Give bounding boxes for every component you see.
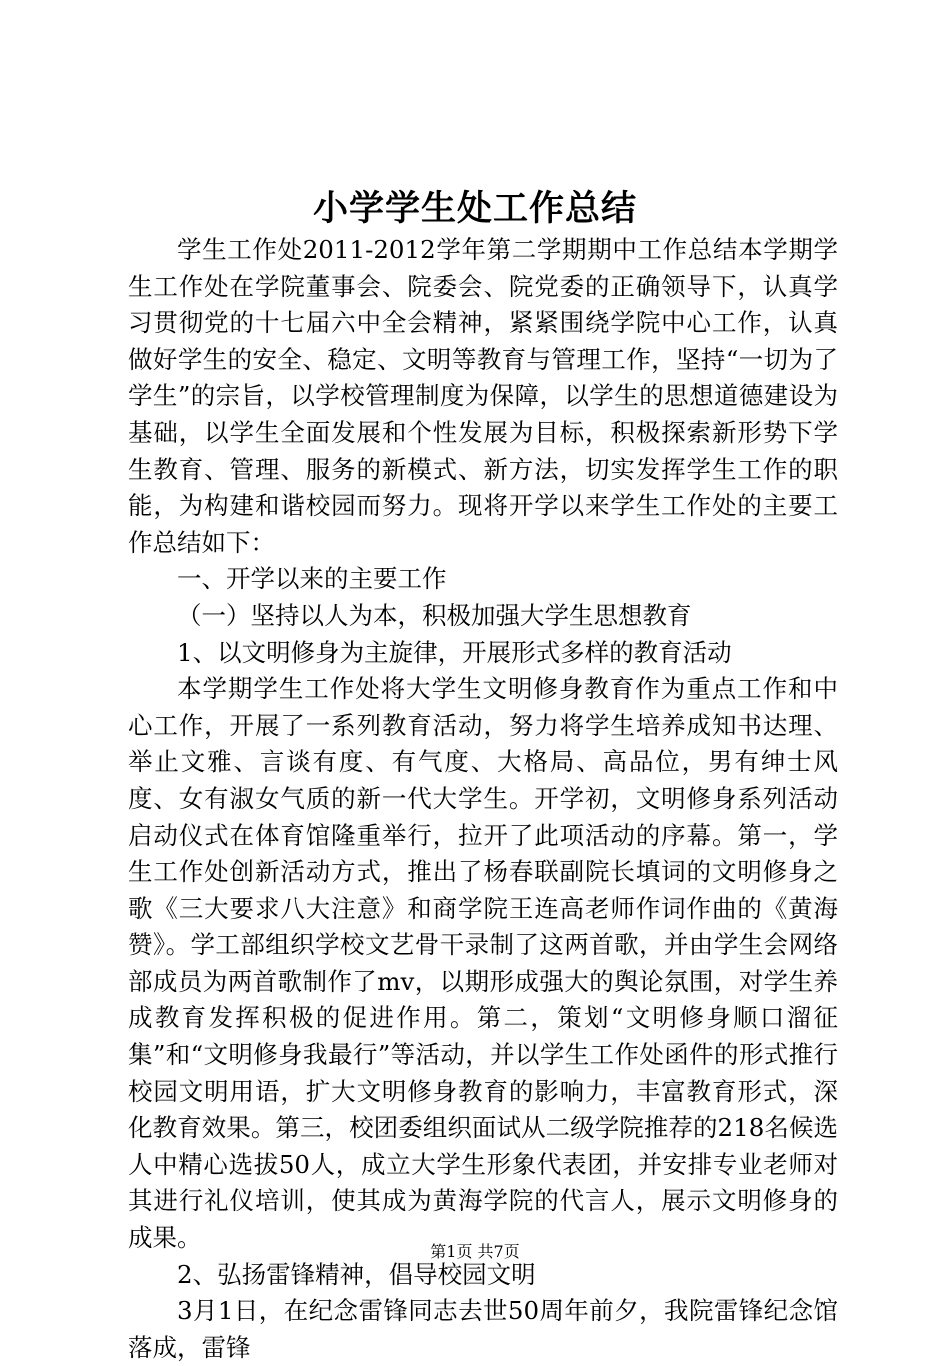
page-footer: 第1页 共7页 [430, 1242, 520, 1261]
document-title: 小学学生处工作总结 [312, 188, 637, 229]
heading-item-1: 1、以文明修身为主旋律，开展形式多样的教育活动 [177, 637, 732, 667]
paragraph-intro: 学生工作处2011-2012学年第二学期期中工作总结本学期学生工作处在学院董事会、院委会、院党委的正确领导下，认真学习贯彻党的十七届六中全会精神，紧紧围绕学院中心工作，认真做好学生的安全、稳定、文明等教育与管理工作，坚持“一切为了学生”的宗旨，以学校管理制度为保障，以学生的思想道德建设为基础，以学生全面发展和个性发展为目标，积极探索新形势下学生教育、管理、服务的新模式、新方法，切实发挥学生工作的职能，为构建和谐校园而努力。现将开学以来学生工作处的主要工作总结如下： [128, 235, 838, 557]
heading-subsection-1: （一）坚持以人为本，积极加强大学生思想教育 [177, 600, 692, 630]
paragraph-civility-education: 本学期学生工作处将大学生文明修身教育作为重点工作和中心工作，开展了一系列教育活动，努力将学生培养成知书达理、举止文雅、言谈有度、有气度、大格局、高品位，男有绅士风度、女有淑女气质的新一代大学生。开学初，文明修身系列活动启动仪式在体育馆隆重举行，拉开了此项活动的序幕。第一，学生工作处创新活动方式，推出了杨春联副院长填词的文明修身之歌《三大要求八大注意》和商学院王连高老师作词作曲的《黄海赞》。学工部组织学校文艺骨干录制了这两首歌，并由学生会网络部成员为两首歌制作了mv，以期形成强大的舆论氛围，对学生养成教育发挥积极的促进作用。第二，策划“文明修身顺口溜征集”和“文明修身我最行”等活动，并以学生工作处函件的形式推行校园文明用语，扩大文明修身教育的影响力，丰富教育形式，深化教育效果。第三，校团委组织面试从二级学院推荐的218名候选人中精心选拔50人，成立大学生形象代表团，并安排专业老师对其进行礼仪培训，使其成为黄海学院的代言人，展示文明修身的成果。 [128, 674, 838, 1253]
heading-item-2: 2、弘扬雷锋精神，倡导校园文明 [177, 1259, 536, 1289]
heading-section-1: 一、开学以来的主要工作 [177, 564, 447, 594]
document-body [128, 232, 838, 1366]
paragraph-lei-feng: 3月1日，在纪念雷锋同志去世50周年前夕，我院雷锋纪念馆落成，雷锋 [128, 1296, 838, 1362]
